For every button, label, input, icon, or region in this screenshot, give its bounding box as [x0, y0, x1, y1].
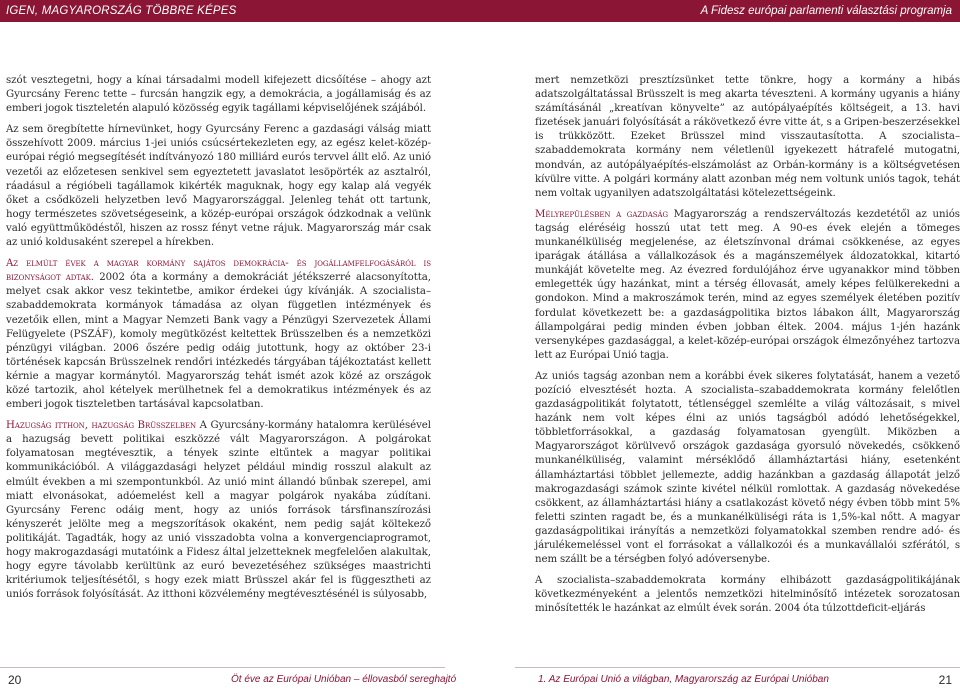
footer-rule-left	[0, 667, 445, 668]
right-column	[535, 74, 960, 623]
left-paragraph-1: szót vesztegetni, hogy a kínai társadalmi modell kifejezett dicsőítése – ahogy azt Gyurcsány Ferenc tette – furcsán hangzik egy, a demokrácia, a jogállamiság és az emberi jogok tiszteletén alapuló közösség egyik tagállami képviselőjének szájából.	[6, 75, 431, 115]
left-paragraph-3	[6, 257, 431, 412]
header-left-title: IGEN, MAGYARORSZÁG TÖBBRE KÉPES	[6, 5, 237, 17]
section-heading-democracy: Az elmúlt évek a magyar kormány sajátos demokrácia- és jogállamfelfogásáról is bizonyságot adtak.	[6, 258, 431, 284]
page-number-right: 21	[938, 673, 952, 687]
left-paragraph-3-body: 2002 óta a kormány a demokráciát jétékszerré alacsonyította, melyet csak akkor vesz tekintetbe, amikor érdekei úgy kívánják. A szocialista–szabaddemokrata kormányok támadása az olyan független intézmények és vezetőik ellen, mint a Magyar Nemzeti Bank vagy a Pénzügyi Szervezetek Állami Felügyelete (PSZÁF), komoly megütközést keltettek Brüsszelben és a nemzetközi pénzügyi világban. 2006 őszére pedig odáig jutottunk, hogy az október 23-i történések kapcsán Brüsszelnek rendőri intézkedés tárgyában tájékoztatást kellett kérnie a magyar kormánytól. Magyarország tehát ismét azok közé az országok közé tartozik, ahol kételyek merülhetnek fel a demokratikus intézmények és az emberi jogok tiszteletben tartásával kapcsolatban.	[6, 272, 431, 411]
left-paragraph-4-body: A Gyurcsány-kormány hatalomra kerülésével a hazugság bevett politikai eszközzé vált Magyarországon. A polgárokat folyamatosan megtévesztik, a tények szinte eltűntek a magyar politikai kommunikációból. A világgazdasági helyzet például mindig rosszul alakult az elmúlt években a mi szempontunkból. Az unió mint állandó bűnbak szerepel, ami miatt elvonásokat, adóemelést kell a magyar polgárok nyakába zúdítani. Gyurcsány Ferenc odáig ment, hogy az uniós források társfinanszírozási kényszerét jelölte meg a megszorítások okaként, nem pedig saját költekező politikáját. Tagadták, hogy az unió visszadobta volna a konvergenciaprogramot, hogy makrogazdasági mutatóink a Fidesz által jelzetteknek megfelelően alakultak, hogy egyre távolabb kerültünk az euró bevezetéséhez szükséges maastrichti kritériumok teljesítésétől, s hogy ezek miatt Brüsszel akár fel is függesztheti az uniós források folyósítását. Az itthoni közvélemény megtévesztésénél is súlyosabb,	[6, 420, 431, 601]
right-paragraph-4: A szocialista–szabaddemokrata kormány elhibázott gazdaságpolitikájának következményeként a jelentős nemzetközi hitelminősítő intézetek sorozatosan minősítették le hazánkat az elmúlt évek során. 2004 óta túlzottdeficit-eljárás	[535, 575, 960, 615]
page-header	[0, 0, 960, 22]
footer-title-right: 1. Az Európai Unió a világban, Magyarország az Európai Unióban	[538, 674, 829, 685]
header-right-title: A Fidesz európai parlamenti választási programja	[700, 5, 952, 17]
right-paragraph-3: Az uniós tagság azonban nem a korábbi évek sikeres folytatását, hanem a vezető pozíció elvesztését hozta. A szocialista–szabaddemokrata kormány felelőtlen gazdaságpolitikát folytatott, tétlenséggel szemlélte a világ változásait, s mivel hazánk nem volt képes élni az uniós tagságból adódó lehetőségekkel, többletforrásokkal, a gazdaság folyamatosan gyengült. Miközben a Magyarországot körülvevő országok gazdasága gyorsuló növekedés, csökkenő munkanélküliség, valamint mérséklődő államháztartási hiány, esetenként államháztartási többlet jellemezte, addig hazánkban a gazdaság állapotát jelző makrogazdasági számok szinte kivétel nélkül romlottak. A gazdaság növekedése csökkent, az államháztartási hiány a csatlakozást követő négy évben több mint 5% feletti szinten ragadt be, és a munkanélküliségi ráta is 1,5%-kal nőtt. A magyar gazdaságpolitikai irányítás a nemzetközi folyamatokkal szemben rendre adó- és járulékemeléssel vont el forrásokat a vállalkozói és a munkavállalói szférától, s nem szállt be a térségben folyó adóversenybe.	[535, 370, 960, 566]
page-number-left: 20	[8, 673, 22, 687]
left-paragraph-4	[6, 419, 431, 602]
right-paragraph-2	[535, 208, 960, 363]
section-heading-economy: Mélyrepülésben a gazdaság	[535, 208, 668, 220]
right-paragraph-1: mert nemzetközi presztízsünket tette tönkre, hogy a kormány a hibás adatszolgáltatással Brüsszelt is meg akarta téveszteni. A kormány ugyanis a hiány számításánál „kreatívan könyvelte” az autópályaépítés költségeit, a 13. havi fizetések januári folyósítását a rákövetkező évre vitte át, s a Gripen-beszerzésekkel is trükközött. Ezeket Brüsszel mind visszautasította. A szocialista–szabaddemokrata kormány nem véletlenül igyekezett hátrafelé mutogatni, mondván, az autópályaépítés-elszámolást az Orbán-kormány is a költségvetésen kívülre vitte. A polgári kormány alatt azonban még nem voltunk uniós tagok, tehát nem voltak ugyanilyen adatszolgáltatási kötelezettségeink.	[535, 75, 960, 199]
left-paragraph-2: Az sem öregbítette hírnevünket, hogy Gyurcsány Ferenc a gazdasági válság miatt összehívott 2009. március 1-jei uniós csúcsértekezleten egy, az egész kelet-közép-európai régió megsegítését indítványozó 180 milliárd eurós tervvel állt elő. Az unió vezetői az előzetesen senkivel sem egyeztetett javaslatot lesöpörték az asztalról, ráadásul a régióbeli tagállamok kikérték maguknak, hogy egy kalap alá vegyék őket a csődközeli helyzetben levő Magyarországgal. Jelenleg tehát ott tartunk, hogy természetes szövetségeseink, a közép-európai országok ódzkodnak a velünk való együttműködéstől, hiszen az rossz fényt vetne rájuk. Magyarország már csak az unió koldusaként szerepel a hírekben.	[6, 124, 431, 249]
footer-title-left: Öt éve az Európai Unióban – éllovasból sereghajtó	[231, 674, 457, 685]
left-column	[6, 74, 431, 609]
footer-rule-right	[515, 667, 960, 668]
section-heading-lies: Hazugság itthon, hazugság Brüsszelben	[6, 420, 197, 432]
right-paragraph-2-body: Magyarország a rendszerváltozás kezdetétől az uniós tagság eléréséig hosszú utat tett meg. A 90-es évek elején a tömeges munkanélküliség megjelenése, az életszínvonal drámai csökkenése, az egyes iparágak átállása a vállalkozások és a magánszemélyek áldozatokkal, kitartó munkáját követelte meg. Az évezred fordulójához érve ugyanakkor mind többen emlegették úgy hazánkat, mint a térség éllovasát, amely képes felülkerekedni a gondokon. Mind a makroszámok terén, mind az egyes személyek életében pozitív fordulat következett be: a gazdaságpolitika biztos lábakon állt, Magyarország állampolgárai pedig minden évben jobban éltek. 2004. május 1-jén hazánk versenyképes gazdasággal, a kelet-közép-európai országok élmezőnyéhez tartozva lett az Európai Unió tagja.	[535, 208, 960, 361]
page-footer	[0, 670, 960, 692]
